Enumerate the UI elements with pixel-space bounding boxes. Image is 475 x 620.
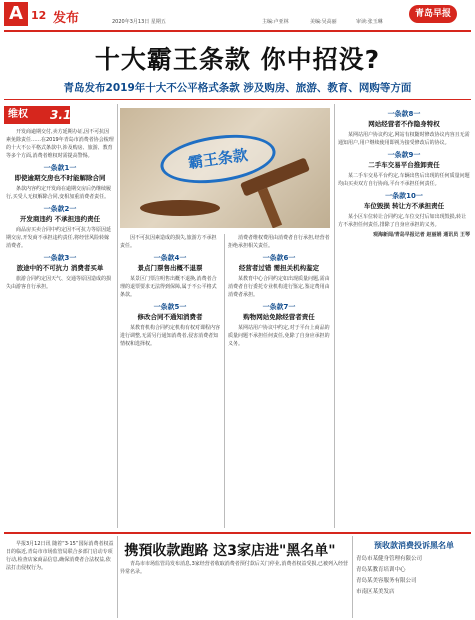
headline-rule (4, 99, 471, 100)
clause-body: 某网站用户协议中约定,对于平台上商品的质量问题不承担任何责任,免除了自身应承担的义务。 (228, 325, 330, 347)
photo-stamp: 霸王条款 (157, 128, 278, 190)
clause-title: 一条款6一 (262, 254, 296, 262)
sub-headline: 青岛发布2019年十大不公平格式条款 涉及购房、旅游、教育、网购等方面 (63, 82, 412, 94)
byline: 观海新闻/青岛早报记者 赵丽娟 通讯员 王琴 (372, 232, 470, 238)
lead-paragraph: 消费者维权费用由消费者自行承担,经营者拒绝承担相关责任。 (228, 235, 330, 249)
section-name: 发布 (53, 11, 80, 26)
clause-body: 某二手车交易平台约定,车辆出售后出现的任何质量问题均由买卖双方自行协商,平台不承担任何责任。 (338, 173, 470, 187)
clause-body: 某教育中心合同约定如出现质量问题,需由消费者自行委托专业机构进行鉴定,鉴定费用由消费者承担。 (228, 276, 330, 298)
page-letter: A (4, 2, 28, 26)
clause-body: 某教育机构合同约定机构有权对课程内容进行调整,无需另行通知消费者,侵害消费者知情权和选择权。 (120, 325, 220, 347)
blacklist-item: 青岛某美容服务有限公司 (356, 578, 417, 584)
clause-heading: 修改合同不通知消费者 (137, 313, 203, 321)
blacklist-title: 预收款消费投诉黑名单 (374, 541, 454, 550)
clause-heading: 旅途中的不可抗力 消费者买单 (16, 264, 104, 272)
clause-body: 某小区车位转让合同约定,车位交付后如出现毁损,转让方不承担任何责任,排除了自身应承担的义务。 (338, 214, 467, 228)
blacklist-item: 市南区某美发店 (356, 589, 395, 595)
clause-title: 一条款3一 (43, 254, 77, 262)
proofreader: 审读:张玉琳 (356, 19, 383, 25)
clause-body: 条款内容约定开发商在逾期交房后仍继续履行,买受人无权解除合同,变相加重消费者责任。 (6, 186, 112, 200)
column-divider (352, 536, 353, 618)
bottom-left-column (6, 540, 114, 616)
page-number: 12 (31, 9, 47, 22)
clause-heading: 二手车交易平台推卸责任 (368, 161, 440, 169)
newspaper-logo: 青岛早报 (409, 5, 457, 23)
issue-date: 2020年3月13日 星期五 (112, 19, 166, 25)
chief-editor: 主编:卢亚林 (262, 19, 289, 25)
header-rule (4, 30, 471, 32)
main-headline: 十大霸王条款 你中招没? (94, 45, 381, 74)
column-divider (117, 104, 118, 528)
column-divider (334, 104, 335, 528)
bottom-section-rule (4, 532, 471, 534)
blacklist-item: 青岛某教育培训中心 (356, 567, 406, 573)
column-4 (338, 106, 470, 528)
intro-paragraph: 开发商逾期交付,卖方延期办证,因不可抗因素免除责任……在2019年青岛市消费者协会梳理的十大不公平格式条款中,涉及购房、旅游、教育等多个方面,消费者维权时需提高警惕。 (6, 129, 114, 159)
clause-heading: 经营者过错 需担关机构鉴定 (238, 264, 320, 272)
clause-body: 商品房买卖合同中约定因不可抗力等原因延期交房,开发商不承担违约责任,将经营风险转嫁消费者。 (6, 227, 112, 249)
clause-heading: 车位毁损 转让方不承担责任 (363, 202, 445, 210)
column-3 (228, 234, 330, 528)
news-paragraph: 早报3月12日讯 随着“3·15”国际消费者权益日的临近,青岛市市场监管局联合多部门启动专项行动,检查店家商品信息,确保消费者合法权益,依法打击侵权行为。 (6, 541, 114, 571)
clause-title: 一条款9一 (387, 151, 421, 159)
clause-title: 一条款7一 (262, 303, 296, 311)
clause-title: 一条款1一 (43, 164, 77, 172)
clause-heading: 开发商违约 不承担违约责任 (19, 215, 101, 223)
news-paragraph: 青岛市市场监管局发布消息,3家经营者收取消费者预付款后关门停业,消费者权益受损,已被列入经营异常名录。 (120, 561, 348, 575)
clause-body: 旅游合同约定因天气、交通等原因造成的损失由游客自行承担。 (6, 276, 112, 290)
blacklist-item: 青岛市某健身管理有限公司 (356, 556, 423, 562)
clause-heading: 景点门票售出概不退票 (137, 264, 203, 272)
clause-body: 某网站用户协议约定,网站有权随时修改协议内容且无需通知用户,用户继续使用即视为接受修改后的协议。 (338, 132, 470, 146)
banner-315-tag: 3.15 (50, 108, 80, 122)
clause-title: 一条款8一 (387, 110, 421, 118)
page-header (0, 0, 475, 30)
clause-heading: 购物网站免除经营者责任 (243, 313, 315, 321)
clause-title: 一条款2一 (43, 205, 77, 213)
blacklist-box (356, 540, 472, 598)
art-editor: 美编:吴高丽 (310, 19, 337, 25)
lead-paragraph: 因不可抗因素造成的损失,旅游方不承担责任。 (120, 235, 217, 249)
clause-body: 某景区门票注明售出概不退换,消费者合理的退票要求无法得到保障,属于不公平格式条款。 (120, 276, 217, 298)
clause-title: 一条款5一 (153, 303, 187, 311)
gavel-base-shape (140, 200, 220, 216)
clause-heading: 网站经营者不作隐身特权 (368, 120, 440, 128)
clause-title: 一条款4一 (153, 254, 187, 262)
column-divider (224, 234, 225, 528)
column-1 (6, 128, 114, 528)
gavel-photo (120, 108, 330, 228)
clause-heading: 即使逾期交房也不时能解除合同 (14, 174, 106, 182)
gavel-handle-shape (258, 188, 282, 228)
clause-title: 一条款10一 (385, 192, 423, 200)
column-2 (120, 234, 220, 528)
rights-banner: 维权 (4, 106, 70, 124)
column-divider (117, 536, 118, 618)
bottom-headline: 携預收款跑路 这3家店进"黑名单" (124, 543, 336, 559)
bottom-middle-column (120, 560, 348, 616)
